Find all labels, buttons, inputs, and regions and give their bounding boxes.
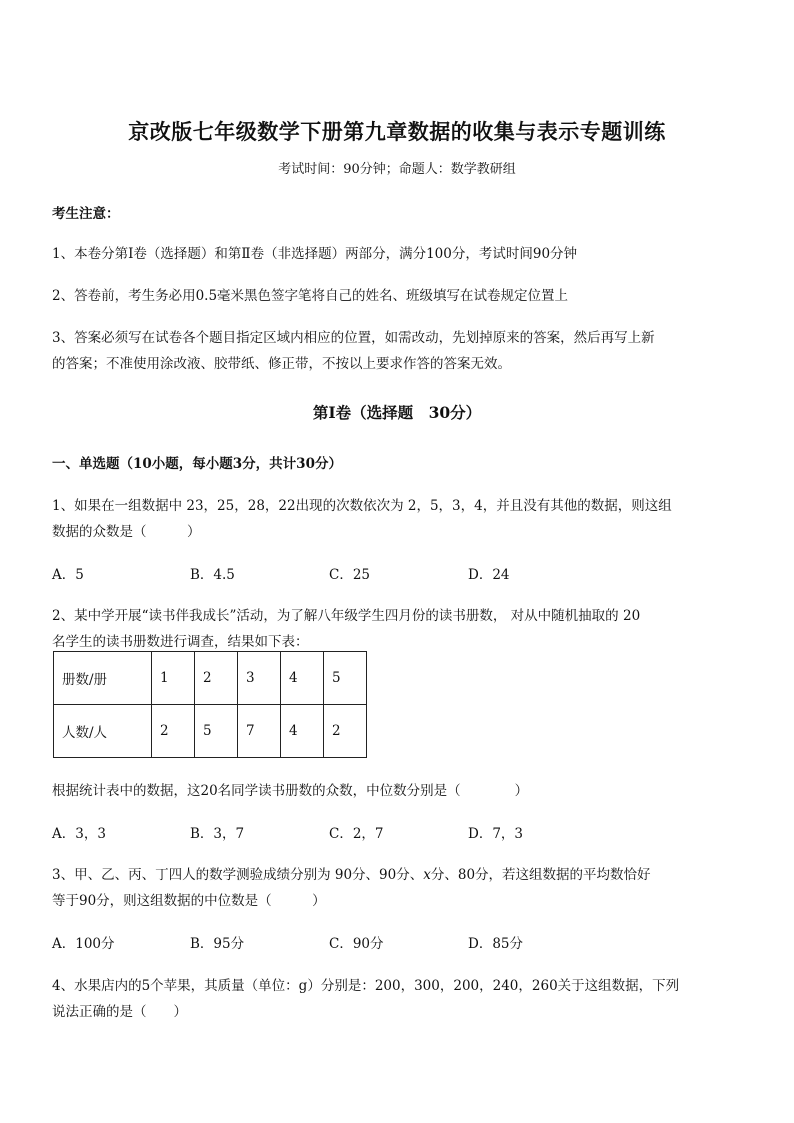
table-cell: 3 [238, 652, 281, 705]
table-cell: 1 [152, 652, 195, 705]
question-2-option-a[interactable]: A．3，3 [52, 826, 106, 842]
question-2-option-b[interactable]: B．3，7 [190, 826, 245, 842]
question-3-option-d[interactable]: D．85分 [468, 936, 524, 952]
table-cell: 4 [281, 705, 324, 758]
question-4-line-2: 说法正确的是（ ） [52, 1004, 187, 1020]
question-1-option-c[interactable]: C．25 [329, 567, 371, 583]
question-2-option-d[interactable]: D．7，3 [468, 826, 524, 842]
question-3-option-c[interactable]: C．90分 [329, 936, 384, 952]
table-cell: 4 [281, 652, 324, 705]
notice-item-3-cont: 的答案；不准使用涂改液、胶带纸、修正带，不按以上要求作答的答案无效。 [52, 356, 511, 372]
question-3-option-a[interactable]: A．100分 [52, 936, 115, 952]
question-1-option-d[interactable]: D．24 [468, 567, 510, 583]
table-cell: 7 [238, 705, 281, 758]
question-1-line-2: 数据的众数是（ ） [52, 524, 201, 540]
question-2-line-2: 名学生的读书册数进行调查，结果如下表： [52, 634, 309, 650]
reading-stats-table [53, 651, 367, 758]
table-cell: 5 [324, 652, 367, 705]
exam-info: 考试时间：90分钟；命题人：数学教研组 [278, 162, 516, 177]
table-row-header: 人数/人 [54, 705, 152, 758]
question-1-option-b[interactable]: B．4.5 [190, 567, 235, 583]
question-2-prompt: 根据统计表中的数据，这20名同学读书册数的众数，中位数分别是（ ） [52, 783, 529, 799]
section-title: 第Ⅰ卷（选择题 30分） [312, 403, 482, 422]
question-3-text-a: 3、甲、乙、丙、丁四人的数学测验成绩分别为 90分、90分、 [52, 867, 424, 883]
table-row [54, 705, 367, 758]
table-cell: 2 [195, 652, 238, 705]
page-title: 京改版七年级数学下册第九章数据的收集与表示专题训练 [128, 119, 666, 144]
question-1-line-1: 1、如果在一组数据中 23，25，28，22出现的次数依次为 2，5，3，4，并且没有其他的数据，则这组 [52, 498, 672, 514]
question-3-line-2: 等于90分，则这组数据的中位数是（ ） [52, 893, 326, 909]
table-cell: 5 [195, 705, 238, 758]
notice-item-1: 1、本卷分第Ⅰ卷（选择题）和第Ⅱ卷（非选择题）两部分，满分100分，考试时间90分钟 [52, 246, 578, 262]
question-1-option-a[interactable]: A．5 [52, 567, 84, 583]
question-3-variable: x [423, 867, 431, 883]
question-4-line-1: 4、水果店内的5个苹果，其质量（单位：g）分别是：200，300，200，240，260关于这组数据，下列 [52, 978, 680, 994]
notice-heading: 考生注意： [52, 206, 120, 222]
question-2-option-c[interactable]: C．2，7 [329, 826, 384, 842]
table-cell: 2 [324, 705, 367, 758]
table-row-header: 册数/册 [54, 652, 152, 705]
question-3-option-b[interactable]: B．95分 [190, 936, 245, 952]
question-3-line-1 [52, 863, 651, 883]
question-3-text-b: 分、80分，若这组数据的平均数恰好 [430, 867, 651, 883]
table-cell: 2 [152, 705, 195, 758]
question-2-line-1: 2、某中学开展“读书伴我成长”活动，为了解八年级学生四月份的读书册数， 对从中随机抽取的 20 [52, 608, 641, 624]
notice-item-3: 3、答案必须写在试卷各个题目指定区域内相应的位置，如需改动，先划掉原来的答案，然后再写上新 [52, 330, 655, 346]
part-heading: 一、单选题（10小题，每小题3分，共计30分） [52, 456, 342, 472]
notice-item-2: 2、答卷前，考生务必用0.5毫米黑色签字笔将自己的姓名、班级填写在试卷规定位置上 [52, 288, 569, 304]
table-row [54, 652, 367, 705]
